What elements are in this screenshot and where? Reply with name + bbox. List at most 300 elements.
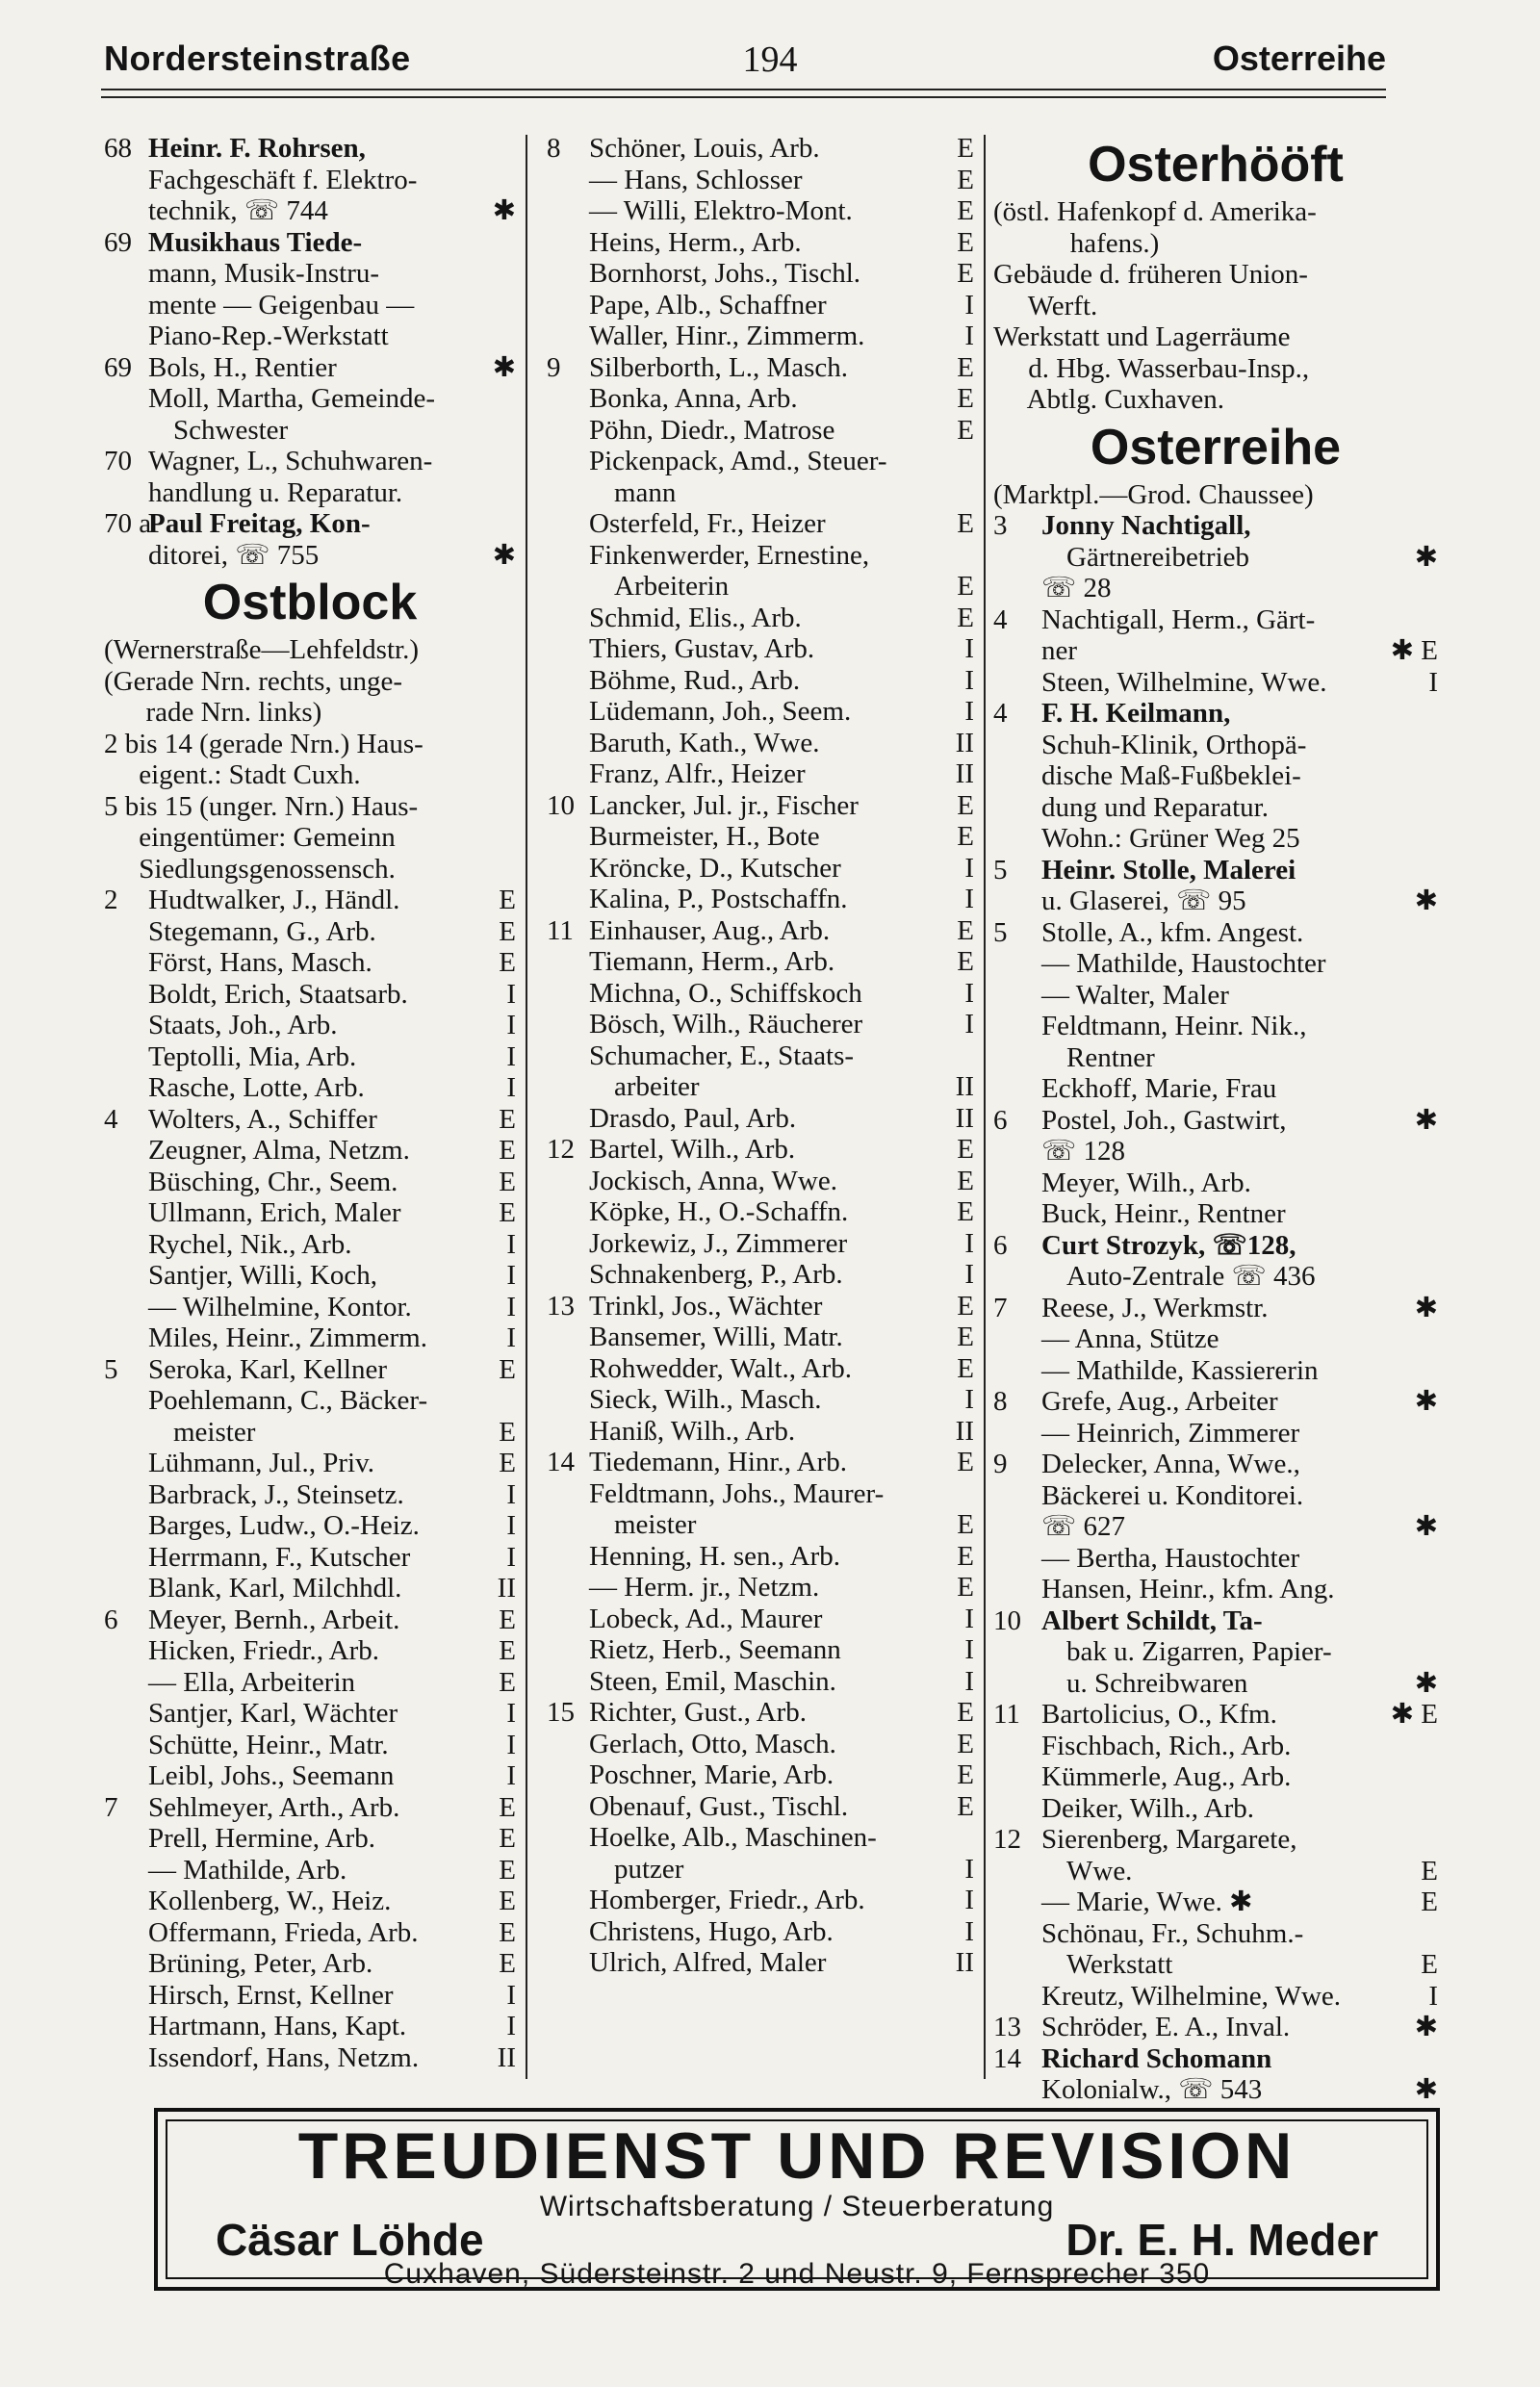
- house-entry: [993, 510, 1438, 604]
- resident-list: [589, 352, 974, 790]
- resident-line: [148, 415, 516, 447]
- resident-text: Pickenpack, Amd., Steuer-: [589, 446, 887, 476]
- resident-line: [148, 1698, 516, 1730]
- floor-mark: E: [499, 1135, 516, 1166]
- resident-line: [148, 1948, 516, 1980]
- house-number: 8: [547, 133, 561, 164]
- resident-text: Tiemann, Herm., Arb.: [589, 946, 835, 977]
- floor-mark: E: [957, 1572, 974, 1603]
- resident-text: Stegemann, G., Arb.: [148, 915, 376, 947]
- resident-line: [1041, 1574, 1438, 1605]
- street-note: d. Hbg. Wasserbau-Insp.,: [993, 352, 1310, 384]
- resident-text: — Bertha, Haustochter: [1041, 1542, 1300, 1574]
- resident-text: Hudtwalker, J., Händl.: [148, 885, 400, 915]
- resident-list: [589, 790, 974, 915]
- resident-text: Seroka, Karl, Kellner: [148, 1353, 388, 1385]
- floor-mark: E: [957, 1728, 974, 1759]
- resident-line: [589, 290, 974, 321]
- floor-mark: E: [499, 1886, 516, 1916]
- resident-text: Rietz, Herb., Seemann: [589, 1634, 841, 1665]
- floor-mark: ✱: [1414, 1386, 1438, 1417]
- house-number: 5: [993, 916, 1008, 948]
- floor-mark: E: [499, 1948, 516, 1979]
- resident-line: [589, 1697, 974, 1729]
- floor-mark: E: [957, 1759, 974, 1790]
- resident-line: [589, 195, 974, 227]
- resident-line: [1041, 510, 1438, 542]
- floor-mark: II: [955, 1415, 974, 1447]
- resident-line: [1041, 2012, 1438, 2043]
- house-number: 6: [993, 1104, 1008, 1136]
- floor-mark: E: [957, 383, 974, 414]
- resident-line: [1041, 948, 1438, 980]
- floor-mark: E: [957, 789, 974, 821]
- street-note: eigent.: Stadt Cuxh.: [104, 759, 361, 790]
- resident-list: [148, 885, 516, 1104]
- resident-text: Wagner, L., Schuhwaren-: [148, 446, 433, 476]
- floor-mark: I: [506, 1228, 516, 1260]
- ad-title: TREUDIENST UND REVISION: [297, 2119, 1296, 2193]
- resident-text: Bansemer, Willi, Matr.: [589, 1322, 843, 1352]
- resident-list: [1041, 855, 1438, 917]
- resident-text: Waller, Hinr., Zimmerm.: [589, 321, 865, 351]
- street-note: 5 bis 15 (unger. Nrn.) Haus-: [104, 790, 419, 822]
- house-number: 2: [104, 885, 118, 915]
- resident-line: [148, 1260, 516, 1292]
- street-note: (östl. Hafenkopf d. Amerika-: [993, 196, 1317, 227]
- resident-text: — Mathilde, Haustochter: [1041, 948, 1326, 979]
- floor-mark: I: [506, 1979, 516, 2011]
- resident-line: [589, 1040, 974, 1072]
- resident-text: meister: [173, 1416, 256, 1448]
- resident-line: [148, 1760, 516, 1792]
- resident-line: [589, 1166, 974, 1197]
- house-number: 68: [104, 133, 132, 164]
- house-entry: [104, 508, 516, 571]
- ad-address: Cuxhaven, Südersteinstr. 2 und Neustr. 9, Fernsprecher 350: [383, 2258, 1211, 2290]
- resident-line: [1041, 1731, 1438, 1762]
- house-number: 5: [104, 1353, 118, 1385]
- street-note: Werkstatt und Lagerräume: [993, 321, 1291, 352]
- resident-list: [148, 446, 516, 508]
- ad-name-right: Dr. E. H. Meder: [1065, 2215, 1378, 2265]
- floor-mark: ✱: [492, 195, 516, 226]
- resident-line: [1041, 1230, 1438, 1262]
- resident-text: Steen, Wilhelmine, Wwe.: [1041, 666, 1327, 698]
- floor-mark: E: [957, 914, 974, 946]
- resident-text: ☏ 128: [1041, 1136, 1126, 1167]
- resident-text: Kollenberg, W., Heiz.: [148, 1886, 392, 1916]
- resident-line: [1041, 792, 1438, 824]
- resident-line: [1041, 980, 1438, 1012]
- resident-text: Albert Schildt, Ta-: [1041, 1604, 1263, 1636]
- resident-line: [1041, 1856, 1438, 1887]
- resident-text: Sehlmeyer, Arth., Arb.: [148, 1791, 400, 1823]
- resident-text: Kümmerle, Aug., Arb.: [1041, 1761, 1292, 1792]
- floor-mark: ✱: [1414, 1667, 1438, 1699]
- resident-text: Herrmann, F., Kutscher: [148, 1541, 411, 1573]
- resident-text: Curt Strozyk, ☏128,: [1041, 1229, 1296, 1261]
- resident-text: Bonka, Anna, Arb.: [589, 383, 798, 414]
- resident-line: [1041, 635, 1438, 667]
- resident-text: Bols, H., Rentier: [148, 351, 337, 383]
- resident-line: [1041, 2074, 1438, 2106]
- resident-line: [148, 1197, 516, 1229]
- resident-text: bak u. Zigarren, Papier-: [1066, 1636, 1332, 1667]
- resident-line: [589, 1196, 974, 1228]
- resident-line: [1041, 573, 1438, 604]
- resident-line: [148, 1886, 516, 1917]
- resident-text: ☏ 28: [1041, 573, 1112, 603]
- resident-text: — Mathilde, Kassiererin: [1041, 1354, 1319, 1386]
- floor-mark: E: [957, 1697, 974, 1728]
- floor-mark: ✱ E: [1390, 635, 1438, 666]
- resident-text: Stolle, A., kfm. Angest.: [1041, 916, 1304, 948]
- house-entry: [993, 604, 1438, 699]
- floor-mark: I: [1428, 666, 1438, 698]
- column-left: [104, 133, 516, 2073]
- floor-mark: ✱: [1414, 2012, 1438, 2042]
- resident-line: [148, 2042, 516, 2074]
- resident-text: — Heinrich, Zimmerer: [1041, 1417, 1300, 1449]
- resident-line: [1041, 1418, 1438, 1450]
- house-number: 15: [547, 1697, 575, 1728]
- resident-text: Eckhoff, Marie, Frau: [1041, 1073, 1277, 1104]
- house-number: 7: [993, 1292, 1008, 1323]
- resident-list: [1041, 1605, 1438, 1700]
- resident-line: [589, 915, 974, 947]
- house-entry: [547, 790, 974, 915]
- house-number: 69: [104, 351, 132, 383]
- resident-line: [589, 1322, 974, 1353]
- resident-text: Musikhaus Tiede-: [148, 226, 363, 258]
- resident-list: [1041, 1230, 1438, 1293]
- resident-line: [589, 227, 974, 259]
- resident-text: dung und Reparatur.: [1041, 791, 1269, 823]
- house-entry: [993, 1386, 1438, 1449]
- resident-text: Kreutz, Wilhelmine, Wwe.: [1041, 1980, 1342, 2012]
- house-entry: [547, 915, 974, 1135]
- resident-text: — Marie, Wwe. ✱: [1041, 1886, 1253, 1917]
- resident-list: [1041, 917, 1438, 1105]
- resident-text: Schumacher, E., Staats-: [589, 1040, 855, 1071]
- house-number: 11: [547, 914, 574, 946]
- resident-line: [148, 1510, 516, 1542]
- resident-line: [589, 571, 974, 603]
- resident-text: Grefe, Aug., Arbeiter: [1041, 1386, 1278, 1417]
- resident-line: [589, 1634, 974, 1666]
- resident-line: [1041, 1042, 1438, 1074]
- resident-line: [148, 1980, 516, 2012]
- resident-line: [148, 947, 516, 979]
- resident-text: Moll, Martha, Gemeinde-: [148, 383, 435, 414]
- resident-list: [1041, 698, 1438, 855]
- resident-text: Schönau, Fr., Schuhm.-: [1041, 1917, 1304, 1949]
- floor-mark: E: [957, 821, 974, 852]
- floor-mark: II: [497, 1573, 516, 1604]
- ad-subtitle: Wirtschaftsberatung / Steuerberatung: [539, 2191, 1055, 2222]
- floor-mark: I: [506, 1291, 516, 1322]
- floor-mark: II: [955, 727, 974, 758]
- house-number: 11: [993, 1699, 1020, 1730]
- resident-line: [589, 1759, 974, 1791]
- resident-line: [148, 916, 516, 948]
- resident-text: dische Maß-Fußbeklei-: [1041, 760, 1301, 791]
- resident-text: — Anna, Stütze: [1041, 1323, 1219, 1354]
- floor-mark: ✱: [1414, 2074, 1438, 2105]
- resident-line: [148, 1448, 516, 1479]
- resident-text: Werkstatt: [1066, 1949, 1173, 1980]
- resident-line: [148, 1792, 516, 1824]
- resident-line: [589, 165, 974, 196]
- resident-text: Schuh-Klinik, Orthopä-: [1041, 729, 1307, 760]
- resident-list: [148, 227, 516, 352]
- page-number: 194: [742, 39, 798, 80]
- street-note: rade Nrn. links): [104, 697, 322, 728]
- house-entry: [993, 1293, 1438, 1387]
- resident-line: [148, 195, 516, 227]
- resident-line: [1041, 2043, 1438, 2075]
- floor-mark: E: [957, 571, 974, 602]
- resident-text: Brüning, Peter, Arb.: [148, 1948, 373, 1979]
- house-number: 12: [993, 1824, 1021, 1855]
- resident-text: — Wilhelmine, Kontor.: [148, 1291, 412, 1322]
- resident-line: [148, 508, 516, 540]
- resident-line: [148, 290, 516, 321]
- house-entry: [993, 1824, 1438, 2012]
- resident-text: ner: [1041, 635, 1078, 666]
- street-note: hafens.): [993, 227, 1160, 259]
- resident-line: [148, 1604, 516, 1636]
- resident-line: [148, 383, 516, 415]
- resident-text: Kalina, P., Postschaffn.: [589, 884, 848, 914]
- resident-line: [1041, 604, 1438, 636]
- resident-text: Pöhn, Diedr., Matrose: [589, 414, 835, 446]
- floor-mark: E: [957, 1165, 974, 1196]
- resident-text: Köpke, H., O.-Schaffn.: [589, 1196, 849, 1227]
- resident-line: [589, 446, 974, 477]
- house-entry: [993, 2043, 1438, 2106]
- resident-text: Schröder, E. A., Inval.: [1041, 2012, 1291, 2042]
- resident-line: [1041, 1511, 1438, 1543]
- resident-text: Burmeister, H., Bote: [589, 821, 820, 852]
- resident-line: [589, 1885, 974, 1916]
- resident-line: [1041, 1323, 1438, 1355]
- floor-mark: E: [1421, 1886, 1438, 1917]
- resident-line: [589, 1791, 974, 1823]
- floor-mark: E: [957, 195, 974, 226]
- resident-line: [589, 477, 974, 509]
- header-rule-top: [101, 89, 1386, 90]
- house-number: 9: [547, 351, 561, 383]
- floor-mark: E: [957, 1540, 974, 1572]
- resident-line: [589, 633, 974, 665]
- resident-line: [589, 1478, 974, 1510]
- resident-line: [1041, 1949, 1438, 1981]
- resident-text: Rentner: [1066, 1041, 1155, 1073]
- resident-line: [148, 1823, 516, 1855]
- floor-mark: I: [964, 696, 974, 727]
- floor-mark: I: [964, 977, 974, 1009]
- resident-text: Zeugner, Alma, Netzm.: [148, 1135, 410, 1166]
- resident-list: [148, 508, 516, 571]
- floor-mark: I: [964, 884, 974, 914]
- resident-line: [589, 258, 974, 290]
- resident-line: [589, 1541, 974, 1573]
- resident-text: Postel, Joh., Gastwirt,: [1041, 1104, 1287, 1136]
- resident-line: [1041, 1136, 1438, 1168]
- resident-line: [148, 165, 516, 196]
- floor-mark: I: [506, 2011, 516, 2041]
- floor-mark: E: [957, 1196, 974, 1227]
- floor-mark: II: [955, 1071, 974, 1102]
- resident-text: mann, Musik-Instru-: [148, 258, 380, 289]
- house-number: 12: [547, 1134, 575, 1165]
- resident-text: Poschner, Marie, Arb.: [589, 1759, 834, 1790]
- resident-line: [589, 1572, 974, 1604]
- floor-mark: II: [955, 1102, 974, 1134]
- resident-line: [148, 1072, 516, 1104]
- floor-mark: E: [957, 414, 974, 446]
- resident-text: putzer: [614, 1853, 684, 1885]
- floor-mark: E: [499, 1197, 516, 1228]
- resident-list: [148, 1104, 516, 1354]
- street-note: Werft.: [993, 290, 1098, 321]
- resident-line: [1041, 1918, 1438, 1950]
- resident-line: [1041, 1198, 1438, 1230]
- resident-text: Staats, Joh., Arb.: [148, 1010, 338, 1040]
- floor-mark: ✱: [1414, 541, 1438, 573]
- resident-text: Hirsch, Ernst, Kellner: [148, 1979, 394, 2011]
- resident-text: Heinr. F. Rohrsen,: [148, 133, 366, 164]
- resident-text: meister: [614, 1509, 697, 1540]
- floor-mark: E: [499, 1103, 516, 1135]
- resident-text: ☏ 627: [1041, 1511, 1126, 1542]
- resident-text: Schmid, Elis., Arb.: [589, 602, 802, 633]
- resident-line: [589, 946, 974, 978]
- resident-text: Thiers, Gustav, Arb.: [589, 633, 815, 664]
- resident-line: [1041, 1605, 1438, 1637]
- floor-mark: E: [499, 885, 516, 915]
- resident-list: [148, 133, 516, 227]
- house-number: 7: [104, 1791, 118, 1823]
- resident-text: Miles, Heinr., Zimmerm.: [148, 1322, 427, 1353]
- street-note: Gebäude d. früheren Union-: [993, 259, 1308, 290]
- floor-mark: E: [1421, 1855, 1438, 1886]
- floor-mark: ✱: [1414, 1292, 1438, 1323]
- resident-text: Offermann, Frieda, Arb.: [148, 1916, 419, 1948]
- resident-line: [1041, 1293, 1438, 1324]
- floor-mark: E: [499, 1823, 516, 1854]
- resident-line: [148, 885, 516, 916]
- resident-line: [1041, 917, 1438, 949]
- floor-mark: I: [964, 1853, 974, 1885]
- house-number: 70: [104, 446, 132, 476]
- resident-text: Lüdemann, Joh., Seem.: [589, 696, 852, 727]
- street-note: 2 bis 14 (gerade Nrn.) Haus-: [104, 728, 424, 759]
- resident-line: [1041, 1073, 1438, 1105]
- resident-list: [589, 915, 974, 1135]
- resident-line: [148, 1167, 516, 1198]
- resident-line: [148, 1104, 516, 1136]
- floor-mark: II: [955, 758, 974, 789]
- resident-line: [1041, 823, 1438, 855]
- resident-line: [589, 884, 974, 915]
- street-heading: Ostblock: [202, 575, 418, 630]
- resident-text: mann: [614, 476, 677, 508]
- resident-line: [1041, 1636, 1438, 1668]
- resident-text: Sieck, Wilh., Masch.: [589, 1384, 822, 1415]
- floor-mark: I: [964, 1384, 974, 1415]
- floor-mark: I: [964, 289, 974, 321]
- resident-list: [589, 1291, 974, 1448]
- house-entry: [993, 1449, 1438, 1605]
- floor-mark: E: [957, 602, 974, 633]
- resident-line: [148, 979, 516, 1011]
- resident-line: [589, 1666, 974, 1698]
- resident-line: [589, 1729, 974, 1760]
- resident-text: Büsching, Chr., Seem.: [148, 1166, 398, 1197]
- resident-line: [148, 133, 516, 165]
- resident-line: [589, 1947, 974, 1979]
- floor-mark: ✱: [492, 539, 516, 571]
- house-number: 70 a: [104, 508, 152, 539]
- column-divider-2: [984, 135, 986, 2079]
- floor-mark: I: [964, 1885, 974, 1915]
- house-entry: [547, 352, 974, 790]
- resident-line: [148, 258, 516, 290]
- resident-text: Wwe.: [1066, 1855, 1133, 1886]
- resident-line: [1041, 1261, 1438, 1293]
- floor-mark: E: [957, 133, 974, 164]
- house-entry: [547, 1697, 974, 1979]
- resident-text: Meyer, Wilh., Arb.: [1041, 1167, 1251, 1198]
- floor-mark: E: [957, 351, 974, 383]
- resident-line: [148, 2011, 516, 2042]
- resident-line: [148, 352, 516, 384]
- resident-text: Teptolli, Mia, Arb.: [148, 1040, 357, 1072]
- resident-list: [148, 1604, 516, 1792]
- resident-list: [1041, 1386, 1438, 1449]
- floor-mark: I: [964, 1665, 974, 1697]
- resident-list: [148, 1792, 516, 2074]
- resident-text: F. H. Keilmann,: [1041, 698, 1231, 729]
- floor-mark: E: [499, 915, 516, 947]
- floor-mark: I: [506, 1040, 516, 1072]
- resident-text: Först, Hans, Masch.: [148, 947, 372, 978]
- resident-line: [148, 1917, 516, 1949]
- floor-mark: I: [964, 1259, 974, 1290]
- resident-line: [1041, 1449, 1438, 1480]
- floor-mark: I: [506, 1072, 516, 1103]
- resident-text: Rasche, Lotte, Arb.: [148, 1072, 365, 1103]
- resident-text: Franz, Alfr., Heizer: [589, 758, 806, 789]
- resident-text: Baruth, Kath., Wwe.: [589, 727, 820, 758]
- floor-mark: E: [499, 1916, 516, 1948]
- resident-text: Michna, O., Schiffskoch: [589, 977, 862, 1009]
- house-number: 4: [104, 1103, 118, 1135]
- house-entry: [104, 352, 516, 447]
- resident-text: Bäckerei u. Konditorei.: [1041, 1479, 1304, 1511]
- ad-name-left: Cäsar Löhde: [216, 2215, 484, 2265]
- resident-line: [589, 1134, 974, 1166]
- resident-text: Fischbach, Rich., Arb.: [1041, 1730, 1292, 1761]
- resident-text: Richard Schomann: [1041, 2042, 1272, 2074]
- resident-line: [148, 1010, 516, 1041]
- resident-text: Paul Freitag, Kon-: [148, 508, 371, 539]
- floor-mark: E: [957, 1790, 974, 1822]
- resident-text: Jorkewiz, J., Zimmerer: [589, 1227, 848, 1259]
